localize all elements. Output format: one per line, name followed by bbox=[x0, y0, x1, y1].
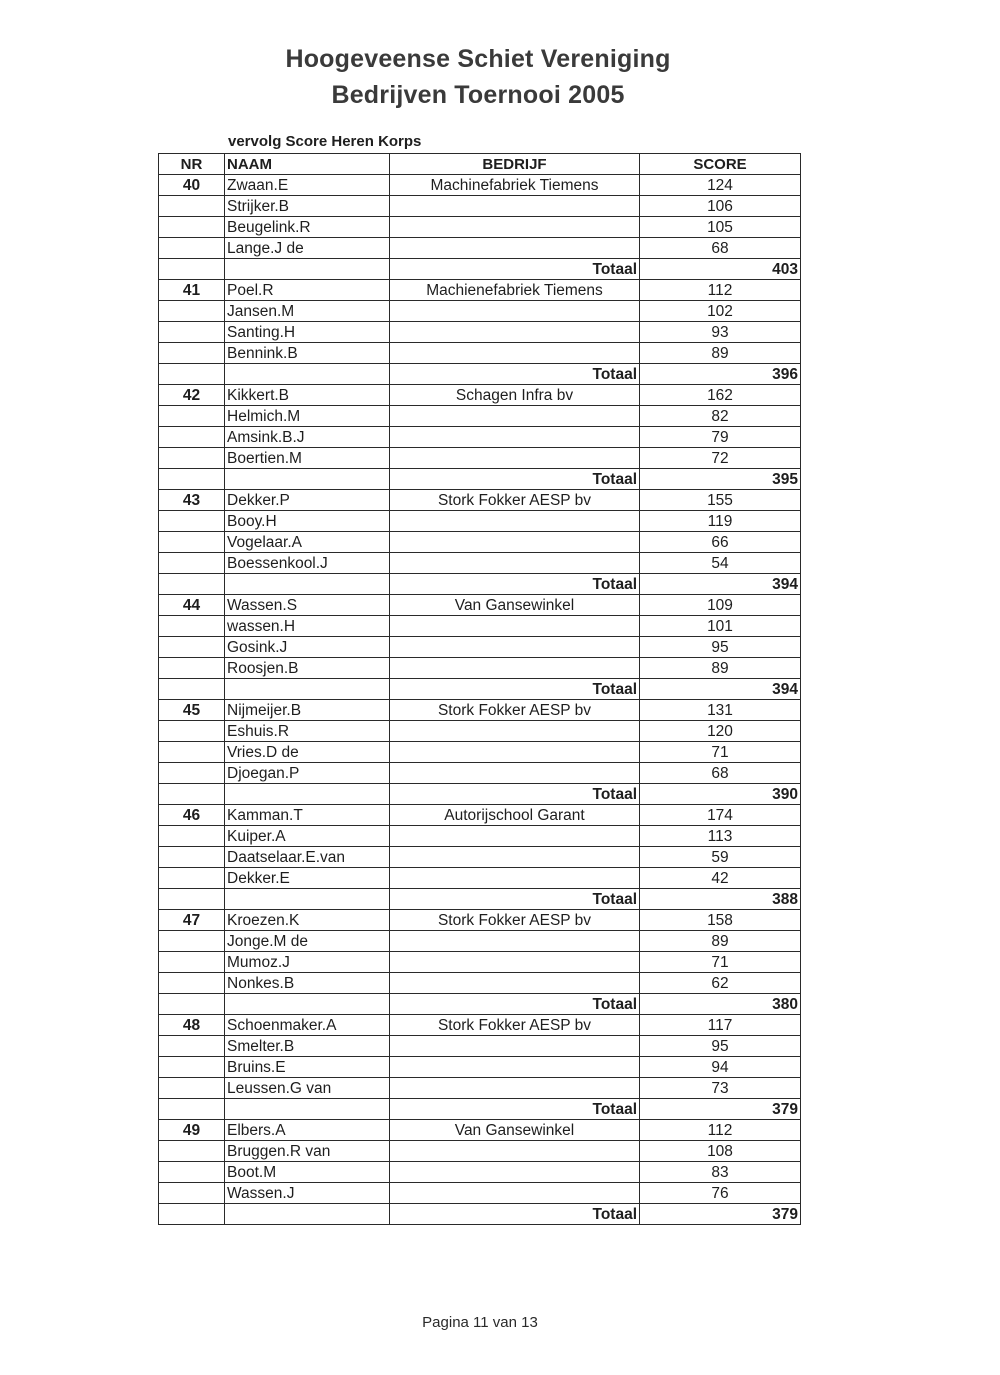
total-name-cell bbox=[225, 679, 390, 700]
company-name: Stork Fokker AESP bv bbox=[390, 490, 640, 511]
team-total: 394 bbox=[640, 679, 801, 700]
company-name bbox=[390, 952, 640, 973]
member-score: 124 bbox=[640, 175, 801, 196]
member-score: 71 bbox=[640, 952, 801, 973]
table-row bbox=[159, 1036, 801, 1057]
member-name: Nonkes.B bbox=[225, 973, 390, 994]
member-name: Gosink.J bbox=[225, 637, 390, 658]
team-number bbox=[159, 742, 225, 763]
total-row bbox=[159, 1099, 801, 1120]
total-label: Totaal bbox=[390, 784, 640, 805]
table-row bbox=[159, 721, 801, 742]
table-row bbox=[159, 1183, 801, 1204]
team-total: 388 bbox=[640, 889, 801, 910]
member-score: 101 bbox=[640, 616, 801, 637]
total-nr-cell bbox=[159, 679, 225, 700]
member-name: Bruins.E bbox=[225, 1057, 390, 1078]
company-name bbox=[390, 301, 640, 322]
company-name bbox=[390, 721, 640, 742]
table-row bbox=[159, 238, 801, 259]
member-score: 120 bbox=[640, 721, 801, 742]
company-name bbox=[390, 196, 640, 217]
member-name: Schoenmaker.A bbox=[225, 1015, 390, 1036]
total-name-cell bbox=[225, 1099, 390, 1120]
team-number bbox=[159, 511, 225, 532]
company-name bbox=[390, 553, 640, 574]
total-label: Totaal bbox=[390, 994, 640, 1015]
team-number bbox=[159, 343, 225, 364]
table-row bbox=[159, 1078, 801, 1099]
document-subtitle: Bedrijven Toernooi 2005 bbox=[331, 81, 625, 109]
team-number bbox=[159, 238, 225, 259]
member-name: Mumoz.J bbox=[225, 952, 390, 973]
member-name: Dekker.P bbox=[225, 490, 390, 511]
member-score: 162 bbox=[640, 385, 801, 406]
table-row bbox=[159, 1141, 801, 1162]
table-row bbox=[159, 322, 801, 343]
member-score: 73 bbox=[640, 1078, 801, 1099]
company-name bbox=[390, 616, 640, 637]
member-name: Boessenkool.J bbox=[225, 553, 390, 574]
company-name bbox=[390, 1036, 640, 1057]
table-row bbox=[159, 847, 801, 868]
member-score: 62 bbox=[640, 973, 801, 994]
total-label: Totaal bbox=[390, 889, 640, 910]
table-row bbox=[159, 742, 801, 763]
member-score: 71 bbox=[640, 742, 801, 763]
member-name: Boot.M bbox=[225, 1162, 390, 1183]
company-name bbox=[390, 763, 640, 784]
member-name: Strijker.B bbox=[225, 196, 390, 217]
company-name bbox=[390, 427, 640, 448]
team-number bbox=[159, 868, 225, 889]
company-name bbox=[390, 448, 640, 469]
total-label: Totaal bbox=[390, 574, 640, 595]
total-label: Totaal bbox=[390, 679, 640, 700]
team-number bbox=[159, 427, 225, 448]
team-number: 49 bbox=[159, 1120, 225, 1141]
member-score: 89 bbox=[640, 658, 801, 679]
team-number bbox=[159, 1078, 225, 1099]
team-total: 390 bbox=[640, 784, 801, 805]
member-name: Helmich.M bbox=[225, 406, 390, 427]
member-score: 102 bbox=[640, 301, 801, 322]
member-name: Kuiper.A bbox=[225, 826, 390, 847]
table-row bbox=[159, 385, 801, 406]
total-row bbox=[159, 679, 801, 700]
table-row bbox=[159, 1015, 801, 1036]
member-name: Roosjen.B bbox=[225, 658, 390, 679]
table-row bbox=[159, 301, 801, 322]
team-total: 380 bbox=[640, 994, 801, 1015]
member-score: 76 bbox=[640, 1183, 801, 1204]
member-name: Vries.D de bbox=[225, 742, 390, 763]
total-row bbox=[159, 259, 801, 280]
company-name bbox=[390, 847, 640, 868]
team-number bbox=[159, 616, 225, 637]
member-score: 113 bbox=[640, 826, 801, 847]
team-number bbox=[159, 658, 225, 679]
total-row bbox=[159, 784, 801, 805]
total-nr-cell bbox=[159, 994, 225, 1015]
company-name bbox=[390, 973, 640, 994]
table-row bbox=[159, 1162, 801, 1183]
team-number: 47 bbox=[159, 910, 225, 931]
company-name bbox=[390, 532, 640, 553]
member-name: Djoegan.P bbox=[225, 763, 390, 784]
member-score: 158 bbox=[640, 910, 801, 931]
team-number bbox=[159, 1162, 225, 1183]
member-score: 66 bbox=[640, 532, 801, 553]
table-row bbox=[159, 1120, 801, 1141]
table-row bbox=[159, 595, 801, 616]
member-score: 155 bbox=[640, 490, 801, 511]
company-name bbox=[390, 217, 640, 238]
member-score: 108 bbox=[640, 1141, 801, 1162]
table-row bbox=[159, 952, 801, 973]
member-score: 131 bbox=[640, 700, 801, 721]
column-header-score: SCORE bbox=[640, 154, 801, 175]
company-name: Stork Fokker AESP bv bbox=[390, 910, 640, 931]
column-header-company: BEDRIJF bbox=[390, 154, 640, 175]
member-score: 59 bbox=[640, 847, 801, 868]
company-name: Stork Fokker AESP bv bbox=[390, 1015, 640, 1036]
total-nr-cell bbox=[159, 259, 225, 280]
company-name bbox=[390, 1078, 640, 1099]
company-name bbox=[390, 1057, 640, 1078]
total-nr-cell bbox=[159, 889, 225, 910]
total-nr-cell bbox=[159, 574, 225, 595]
team-number bbox=[159, 931, 225, 952]
team-number bbox=[159, 721, 225, 742]
team-total: 379 bbox=[640, 1204, 801, 1225]
member-name: Beugelink.R bbox=[225, 217, 390, 238]
team-total: 395 bbox=[640, 469, 801, 490]
team-number bbox=[159, 637, 225, 658]
member-name: Bruggen.R van bbox=[225, 1141, 390, 1162]
column-header-name: NAAM bbox=[225, 154, 390, 175]
total-nr-cell bbox=[159, 1099, 225, 1120]
table-row bbox=[159, 217, 801, 238]
team-number: 44 bbox=[159, 595, 225, 616]
table-row bbox=[159, 763, 801, 784]
member-score: 112 bbox=[640, 1120, 801, 1141]
total-row bbox=[159, 889, 801, 910]
company-name: Autorijschool Garant bbox=[390, 805, 640, 826]
member-score: 68 bbox=[640, 238, 801, 259]
member-name: Poel.R bbox=[225, 280, 390, 301]
team-number bbox=[159, 973, 225, 994]
member-name: Leussen.G van bbox=[225, 1078, 390, 1099]
member-name: wassen.H bbox=[225, 616, 390, 637]
team-number bbox=[159, 532, 225, 553]
member-score: 83 bbox=[640, 1162, 801, 1183]
team-number bbox=[159, 952, 225, 973]
company-name bbox=[390, 868, 640, 889]
member-name: Elbers.A bbox=[225, 1120, 390, 1141]
member-name: Amsink.B.J bbox=[225, 427, 390, 448]
member-score: 72 bbox=[640, 448, 801, 469]
total-label: Totaal bbox=[390, 1099, 640, 1120]
member-name: Kroezen.K bbox=[225, 910, 390, 931]
team-number bbox=[159, 553, 225, 574]
total-nr-cell bbox=[159, 469, 225, 490]
table-row bbox=[159, 616, 801, 637]
company-name bbox=[390, 511, 640, 532]
team-total: 403 bbox=[640, 259, 801, 280]
company-name bbox=[390, 343, 640, 364]
company-name bbox=[390, 931, 640, 952]
team-number bbox=[159, 763, 225, 784]
total-name-cell bbox=[225, 784, 390, 805]
company-name bbox=[390, 322, 640, 343]
member-score: 93 bbox=[640, 322, 801, 343]
team-number bbox=[159, 448, 225, 469]
total-name-cell bbox=[225, 364, 390, 385]
table-row bbox=[159, 658, 801, 679]
member-score: 109 bbox=[640, 595, 801, 616]
team-number bbox=[159, 847, 225, 868]
table-row bbox=[159, 700, 801, 721]
company-name bbox=[390, 406, 640, 427]
total-name-cell bbox=[225, 469, 390, 490]
table-row bbox=[159, 175, 801, 196]
total-label: Totaal bbox=[390, 469, 640, 490]
company-name bbox=[390, 637, 640, 658]
table-row bbox=[159, 343, 801, 364]
table-row bbox=[159, 280, 801, 301]
company-name: Schagen Infra bv bbox=[390, 385, 640, 406]
team-number bbox=[159, 196, 225, 217]
table-row bbox=[159, 448, 801, 469]
company-name bbox=[390, 238, 640, 259]
team-number bbox=[159, 826, 225, 847]
member-score: 54 bbox=[640, 553, 801, 574]
member-name: Smelter.B bbox=[225, 1036, 390, 1057]
member-score: 95 bbox=[640, 637, 801, 658]
member-name: Santing.H bbox=[225, 322, 390, 343]
company-name: Stork Fokker AESP bv bbox=[390, 700, 640, 721]
member-score: 105 bbox=[640, 217, 801, 238]
member-name: Bennink.B bbox=[225, 343, 390, 364]
total-nr-cell bbox=[159, 364, 225, 385]
team-number: 43 bbox=[159, 490, 225, 511]
total-row bbox=[159, 994, 801, 1015]
score-table-body bbox=[159, 175, 801, 1225]
table-row bbox=[159, 637, 801, 658]
member-name: Dekker.E bbox=[225, 868, 390, 889]
member-name: Eshuis.R bbox=[225, 721, 390, 742]
member-name: Wassen.J bbox=[225, 1183, 390, 1204]
table-row bbox=[159, 553, 801, 574]
total-nr-cell bbox=[159, 784, 225, 805]
member-name: Jonge.M de bbox=[225, 931, 390, 952]
member-name: Vogelaar.A bbox=[225, 532, 390, 553]
member-name: Daatselaar.E.van bbox=[225, 847, 390, 868]
total-name-cell bbox=[225, 994, 390, 1015]
table-row bbox=[159, 826, 801, 847]
total-label: Totaal bbox=[390, 1204, 640, 1225]
table-row bbox=[159, 973, 801, 994]
company-name bbox=[390, 658, 640, 679]
member-score: 117 bbox=[640, 1015, 801, 1036]
table-row bbox=[159, 868, 801, 889]
member-name: Kamman.T bbox=[225, 805, 390, 826]
total-nr-cell bbox=[159, 1204, 225, 1225]
table-row bbox=[159, 931, 801, 952]
member-score: 89 bbox=[640, 931, 801, 952]
total-name-cell bbox=[225, 1204, 390, 1225]
table-row bbox=[159, 532, 801, 553]
member-score: 112 bbox=[640, 280, 801, 301]
company-name bbox=[390, 1183, 640, 1204]
team-number bbox=[159, 322, 225, 343]
team-number bbox=[159, 301, 225, 322]
member-score: 119 bbox=[640, 511, 801, 532]
member-score: 94 bbox=[640, 1057, 801, 1078]
company-name bbox=[390, 742, 640, 763]
total-row bbox=[159, 469, 801, 490]
member-name: Jansen.M bbox=[225, 301, 390, 322]
total-label: Totaal bbox=[390, 259, 640, 280]
company-name: Van Gansewinkel bbox=[390, 1120, 640, 1141]
member-name: Booy.H bbox=[225, 511, 390, 532]
company-name bbox=[390, 1162, 640, 1183]
team-number bbox=[159, 1183, 225, 1204]
section-heading: vervolg Score Heren Korps bbox=[228, 133, 422, 150]
team-total: 394 bbox=[640, 574, 801, 595]
table-row bbox=[159, 1057, 801, 1078]
team-number: 42 bbox=[159, 385, 225, 406]
member-score: 89 bbox=[640, 343, 801, 364]
table-header-row bbox=[159, 154, 801, 175]
team-number bbox=[159, 217, 225, 238]
score-table bbox=[158, 153, 801, 1225]
table-row bbox=[159, 490, 801, 511]
team-number: 48 bbox=[159, 1015, 225, 1036]
team-number bbox=[159, 406, 225, 427]
table-row bbox=[159, 511, 801, 532]
member-score: 68 bbox=[640, 763, 801, 784]
team-number bbox=[159, 1057, 225, 1078]
total-name-cell bbox=[225, 259, 390, 280]
member-score: 174 bbox=[640, 805, 801, 826]
company-name bbox=[390, 826, 640, 847]
total-name-cell bbox=[225, 574, 390, 595]
team-total: 379 bbox=[640, 1099, 801, 1120]
member-name: Nijmeijer.B bbox=[225, 700, 390, 721]
total-label: Totaal bbox=[390, 364, 640, 385]
company-name bbox=[390, 1141, 640, 1162]
team-number bbox=[159, 1036, 225, 1057]
page-number: Pagina 11 van 13 bbox=[422, 1314, 538, 1331]
total-row bbox=[159, 1204, 801, 1225]
table-row bbox=[159, 406, 801, 427]
team-number: 40 bbox=[159, 175, 225, 196]
company-name: Van Gansewinkel bbox=[390, 595, 640, 616]
member-name: Zwaan.E bbox=[225, 175, 390, 196]
total-name-cell bbox=[225, 889, 390, 910]
company-name: Machienefabriek Tiemens bbox=[390, 280, 640, 301]
member-name: Lange.J de bbox=[225, 238, 390, 259]
team-number: 46 bbox=[159, 805, 225, 826]
total-row bbox=[159, 364, 801, 385]
company-name: Machinefabriek Tiemens bbox=[390, 175, 640, 196]
document-title: Hoogeveense Schiet Vereniging bbox=[285, 45, 671, 73]
member-name: Boertien.M bbox=[225, 448, 390, 469]
team-number: 41 bbox=[159, 280, 225, 301]
team-total: 396 bbox=[640, 364, 801, 385]
table-row bbox=[159, 805, 801, 826]
member-score: 95 bbox=[640, 1036, 801, 1057]
member-score: 79 bbox=[640, 427, 801, 448]
table-row bbox=[159, 910, 801, 931]
member-name: Wassen.S bbox=[225, 595, 390, 616]
table-row bbox=[159, 196, 801, 217]
member-score: 42 bbox=[640, 868, 801, 889]
table-row bbox=[159, 427, 801, 448]
member-name: Kikkert.B bbox=[225, 385, 390, 406]
member-score: 82 bbox=[640, 406, 801, 427]
team-number bbox=[159, 1141, 225, 1162]
total-row bbox=[159, 574, 801, 595]
team-number: 45 bbox=[159, 700, 225, 721]
member-score: 106 bbox=[640, 196, 801, 217]
column-header-nr: NR bbox=[159, 154, 225, 175]
